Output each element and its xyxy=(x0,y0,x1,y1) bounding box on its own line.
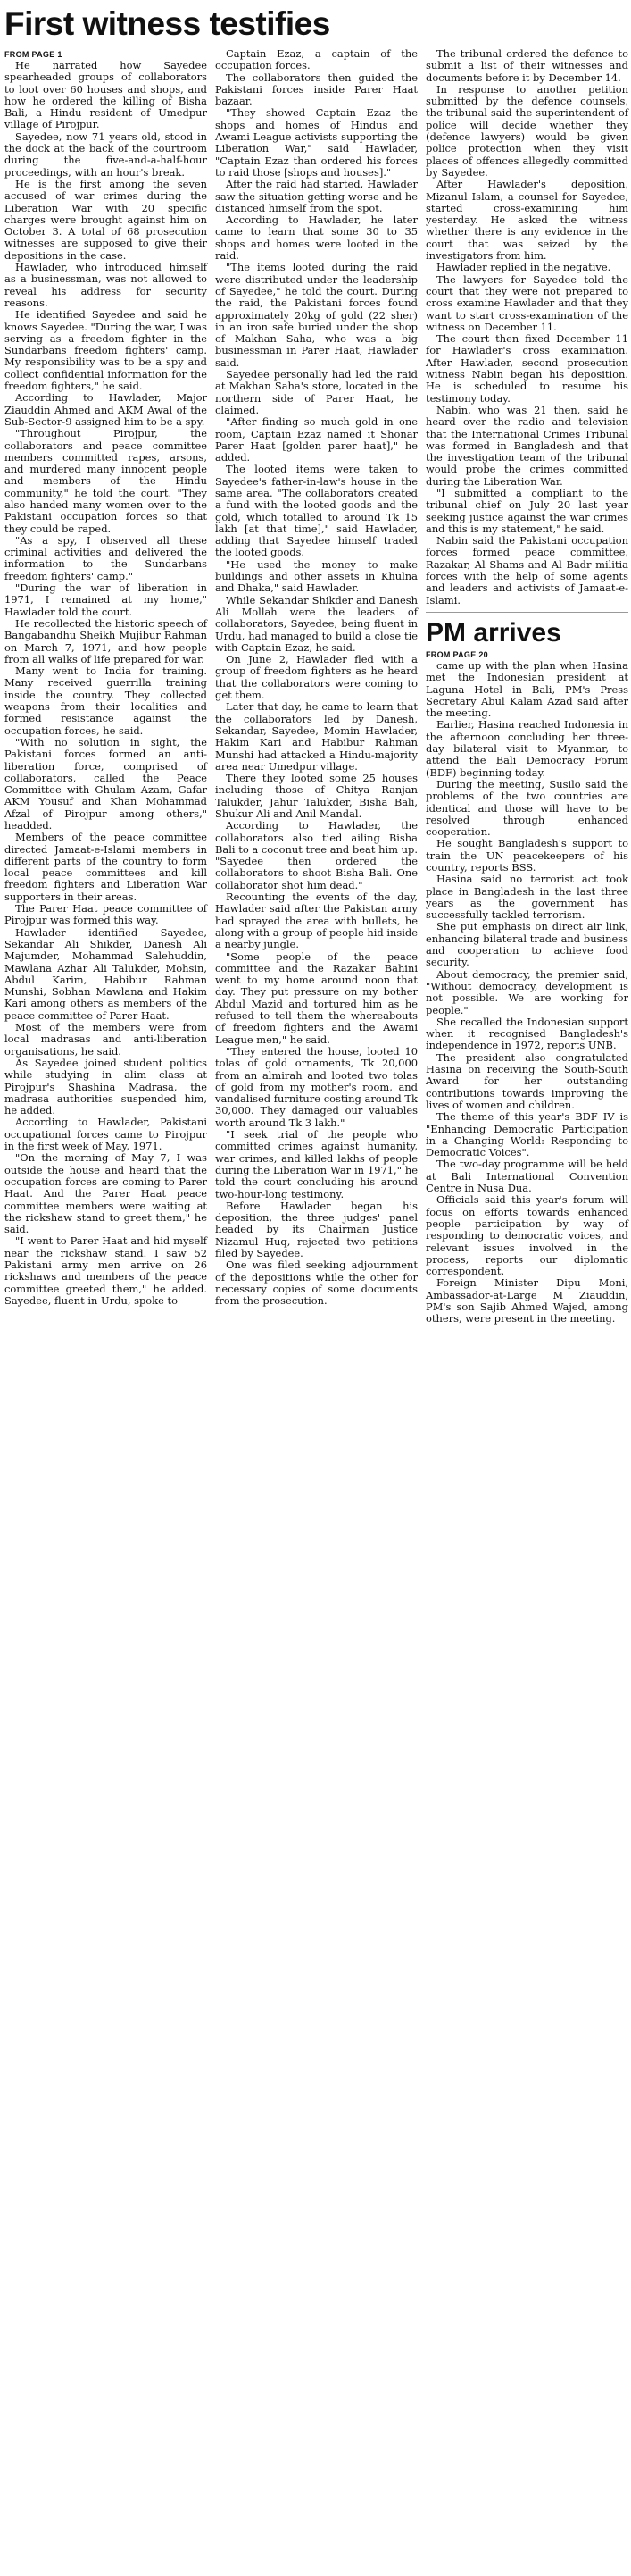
paragraph: The two-day programme will be held at Bali International Convention Centre in Nusa Dua. xyxy=(426,1158,628,1195)
paragraph: There they looted some 25 houses including those of Chitya Ranjan Talukder, Jahur Talukder, Bisha Bali, Shukur Ali and Anil Mandal. xyxy=(215,772,418,820)
paragraph: After Hawlader's deposition, Mizanul Islam, a counsel for Sayedee, started cross-examining him yesterday. He asked the witness whether there is any evidence in the court that was seized by the investigators from him. xyxy=(426,178,628,263)
paragraph: "During the war of liberation in 1971, I remained at my home," Hawlader told the court. xyxy=(4,581,207,618)
paragraph: Hawlader, who introduced himself as a businessman, was not allowed to reveal his address for security reasons. xyxy=(4,261,207,309)
paragraph: "They entered the house, looted 10 tolas of gold ornaments, Tk 20,000 from an almirah and looted two tolas of gold from my mother's room, and vandalised furniture costing around Tk 30,000. They damaged our valuables worth around Tk 3 lakh." xyxy=(215,1044,418,1129)
article-column-2 xyxy=(215,48,418,1326)
paragraph: He narrated how Sayedee spearheaded groups of collaborators to loot over 60 houses and shops, and how he ordered the killing of Bisha Bali, a Hindu resident of Umedpur village of Pirojpur. xyxy=(4,59,207,131)
paragraph: The Parer Haat peace committee of Pirojpur was formed this way. xyxy=(4,902,207,927)
paragraph: According to Hawlader, Major Ziauddin Ahmed and AKM Awal of the Sub-Sector-9 assigned him to be a spy. xyxy=(4,391,207,428)
paragraph: He is the first among the seven accused of war crimes during the Liberation War with 20 specific charges were brought against him on October 3. A total of 68 prosecution witnesses are supposed to give their depositions in the case. xyxy=(4,177,207,262)
paragraph: "I went to Parer Haat and hid myself near the rickshaw stand. I saw 52 Pakistani army men arrive on 26 rickshaws and members of the peace committee greeted them," he added. Sayedee, fluent in Urdu, spoke to xyxy=(4,1234,207,1307)
paragraph: The lawyers for Sayedee told the court that they were not prepared to cross examine Hawlader and that they want to start cross-examination of the witness on December 11. xyxy=(426,272,628,333)
paragraph: He identified Sayedee and said he knows Sayedee. "During the war, I was serving as a freedom fighter in the Sundarbans freedom fighters' camp. My responsibility was to be a spy and collect confidential information for the freedom fighters," he said. xyxy=(4,308,207,393)
jump-label: FROM PAGE 1 xyxy=(4,50,62,59)
paragraph: "Some people of the peace committee and the Razakar Bahini went to my home around noon that day. They put pressure on my bother Abdul Mazid and tortured him as he refused to tell them the whereabouts of freedom fighters and the Awami League men," he said. xyxy=(215,949,418,1046)
paragraph: She put emphasis on direct air link, enhancing bilateral trade and business and cooperation to achieve food security. xyxy=(426,920,628,969)
paragraph: Recounting the events of the day, Hawlader said after the Pakistan army had sprayed the area with bullets, he along with a group of people hid inside a nearby jungle. xyxy=(215,891,418,951)
paragraph: Many went to India for training. Many received guerrilla training inside the country. They collected weapons from their localities and formed resistance against the occupation forces, he said. xyxy=(4,665,207,737)
paragraph: "I seek trial of the people who committed crimes against humanity, war crimes, and killed lakhs of people during the Liberation War in 1971," he told the court concluding his around two-hour-long testimony. xyxy=(215,1128,418,1200)
paragraph: The theme of this year's BDF IV is "Enhancing Democratic Participation in a Changing World: Responding to Democratic Voices". xyxy=(426,1110,628,1159)
paragraph: The looted items were taken to Sayedee's father-in-law's house in the same area. "The collaborators created a fund with the looted goods and the gold, which totalled to around Tk 15 lakh [at that time]," said Hawlader, adding that Sayedee himself traded the looted goods. xyxy=(215,463,418,559)
article-column-3 xyxy=(426,48,628,1326)
paragraph: Nabin said the Pakistani occupation forces formed peace committee, Razakar, Al Shams and Al Badr militia forces with the help of some agents and leaders and activists of Jamaat-e-Islami. xyxy=(426,534,628,606)
paragraph: came up with the plan when Hasina met the Indonesian president at Laguna Hotel in Bali, PM's Press Secretary Abul Kalam Azad said after the meeting. xyxy=(426,658,628,720)
paragraph: Hawlader replied in the negative. xyxy=(436,261,611,274)
paragraph: On June 2, Hawlader fled with a group of freedom fighters as he heard that the collaborators were coming to get them. xyxy=(215,653,418,702)
paragraph: Members of the peace committee directed Jamaat-e-Islami members in different parts of the country to form local peace committees and kill freedom fighters and Liberation War supporters in their areas. xyxy=(4,831,207,903)
paragraph: "As a spy, I observed all these criminal activities and delivered the information to the Sundarbans freedom fighters' camp." xyxy=(4,533,207,582)
paragraph: During the meeting, Susilo said the problems of the two countries are identical and those will have to be resolved through enhanced cooperation. xyxy=(426,777,628,839)
article-column-1 xyxy=(4,48,207,1326)
paragraph: Foreign Minister Dipu Moni, Ambassador-at-Large M Ziauddin, PM's son Sajib Ahmed Wajed, among others, were present in the meeting. xyxy=(426,1276,628,1326)
paragraph: "On the morning of May 7, I was outside the house and heard that the occupation forces are coming to Parer Haat. And the Parer Haat peace committee members were waiting at the rickshaw stand to greet them," he said. xyxy=(4,1151,207,1236)
paragraph: About democracy, the premier said, "Without democracy, development is not possible. We are working for people." xyxy=(426,967,628,1016)
paragraph: The president also congratulated Hasina on receiving the South-South Award for her outstanding contributions towards improving the lives of women and children. xyxy=(426,1050,628,1111)
paragraph: While Sekandar Shikder and Danesh Ali Mollah were the leaders of collaborators, Sayedee, being fluent in Urdu, had managed to build a close tie with Captain Ezaz, he said. xyxy=(215,593,418,654)
paragraph: According to Hawlader, Pakistani occupational forces came to Pirojpur in the first week of May, 1971. xyxy=(4,1116,207,1153)
paragraph: Most of the members were from local madrasas and anti-liberation organisations, he said. xyxy=(4,1021,207,1058)
second-article-headline: PM arrives xyxy=(426,612,628,648)
column-3-body xyxy=(426,48,628,606)
paragraph: The court then fixed December 11 for Hawlader's cross examination. After Hawlader, second prosecution witness Nabin began his deposition. He is scheduled to resume his testimony today. xyxy=(426,332,628,405)
paragraph: Sayedee personally had led the raid at Makhan Saha's store, located in the northern side of Parer Haat, he claimed. xyxy=(215,368,418,416)
paragraph: He sought Bangladesh's support to train the UN peacekeepers of his country, reports BSS. xyxy=(426,837,628,874)
paragraph: In response to another petition submitted by the defence counsels, the tribunal said the superintendent of police will decide whether they (defence lawyers) would be given police protection when they visit places of offences allegedly committed by Sayedee. xyxy=(426,82,628,179)
paragraph: As Sayedee joined student politics while studying in alim class at Pirojpur's Shashina Madrasa, the madrasa authorities suspended him, he added. xyxy=(4,1056,207,1117)
paragraph: He recollected the historic speech of Bangabandhu Sheikh Mujibur Rahman on March 7, 1971, and how people from all walks of life prepared for war. xyxy=(4,616,207,665)
paragraph: She recalled the Indonesian support when it recognised Bangladesh's independence in 1972, reports UNB. xyxy=(426,1015,628,1052)
paragraph: Officials said this year's forum will focus on efforts towards enhanced people participation by way of responding to democratic voices, and relevant issues involved in the process, reports our diplomatic correspondent. xyxy=(426,1193,628,1278)
paragraph: Nabin, who was 21 then, said he heard over the radio and television that the International Crimes Tribunal was formed in Bangladesh and that the investigation team of the tribunal would probe the crimes committed during the Liberation War. xyxy=(426,403,628,488)
paragraph: Earlier, Hasina reached Indonesia in the afternoon concluding her three-day bilateral visit to Myanmar, to attend the Bali Democracy Forum (BDF) beginning today. xyxy=(426,718,628,779)
paragraph: "The items looted during the raid were distributed under the leadership of Sayedee," he told the court. During the raid, the Pakistani forces found approximately 20kg of gold (22 sher) in an iron safe buried under the shop of Makhan Saha, who was a big businessman in Parer Haat, Hawlader said. xyxy=(215,261,418,369)
paragraph: "With no solution in sight, the Pakistani forces formed an anti-liberation force, comprised of collaborators, called the Peace Committee with Ghulam Azam, Gafar AKM Yousuf and Khan Mohammad Afzal of Pirojpur among others," headded. xyxy=(4,735,207,832)
article-columns xyxy=(4,48,627,1326)
paragraph: "I submitted a compliant to the tribunal chief on July 20 last year seeking justice against the war crimes and this is my statement," he said. xyxy=(426,486,628,535)
paragraph: One was filed seeking adjournment of the depositions while the other for necessary copies of some documents from the prosecution. xyxy=(215,1259,418,1308)
paragraph: "He used the money to make buildings and other assets in Khulna and Dhaka," said Hawlader. xyxy=(215,557,418,595)
paragraph: The tribunal ordered the defence to submit a list of their witnesses and documents before it by December 14. xyxy=(426,47,628,84)
paragraph: The collaborators then guided the Pakistani forces inside Parer Haat bazaar. xyxy=(215,71,418,108)
article-headline: First witness testifies xyxy=(4,5,330,42)
paragraph: Later that day, he came to learn that the collaborators led by Danesh, Sekandar, Sayedee, Momin Hawlader, Hakim Kari and Habibur Rahman Munshi had attacked a Hindu-majority area near Umedpur village. xyxy=(215,700,418,773)
paragraph: Captain Ezaz, a captain of the occupation forces. xyxy=(215,47,418,72)
paragraph: After the raid had started, Hawlader saw the situation getting worse and he distanced himself from the spot. xyxy=(215,178,418,214)
paragraph: "Throughout Pirojpur, the collaborators and peace committee members committed rapes, arsons, and murdered many innocent people and members of the Hindu community," he told the court. "They also handed many women over to the Pakistani occupation forces so that they could be raped. xyxy=(4,427,207,535)
paragraph: Hawlader identified Sayedee, Sekandar Ali Shikder, Danesh Ali Majumder, Mohammad Salehuddin, Mawlana Azhar Ali Talukder, Mohsin, Abdul Karim, Habibur Rahman Munshi, Sobhan Mawlana and Hakim Kari among others as members of the peace committee of Parer Haat. xyxy=(4,925,207,1022)
paragraph: Sayedee, now 71 years old, stood in the dock at the back of the courtroom during the five-and-a-half-hour proceedings, with an hour's break. xyxy=(4,130,207,179)
paragraph: According to Hawlader, the collaborators also tied ailing Bisha Bali to a coconut tree and beat him up. "Sayedee then ordered the collaborators to shoot Bisha Bali. One collaborator shot him dead." xyxy=(215,819,418,891)
paragraph: Hasina said no terrorist act took place in Bangladesh in the last three years as the government has successfully tackled terrorism. xyxy=(426,873,628,922)
second-article-jump-label: FROM PAGE 20 xyxy=(426,649,488,659)
second-article-body xyxy=(426,660,628,1326)
paragraph: "After finding so much gold in one room, Captain Ezaz named it Shonar Parer Haat [golden parer haat]," he added. xyxy=(215,415,418,464)
paragraph: Before Hawlader began his deposition, the three judges' panel headed by its Chairman Justice Nizamul Huq, rejected two petitions filed by Sayedee. xyxy=(215,1199,418,1259)
paragraph: "They showed Captain Ezaz the shops and homes of Hindus and Awami League activists supporting the Liberation War," said Hawlader, "Captain Ezaz than ordered his forces to raid those [shops and houses]." xyxy=(215,106,418,179)
paragraph: According to Hawlader, he later came to learn that some 30 to 35 shops and homes were looted in the raid. xyxy=(215,213,418,263)
